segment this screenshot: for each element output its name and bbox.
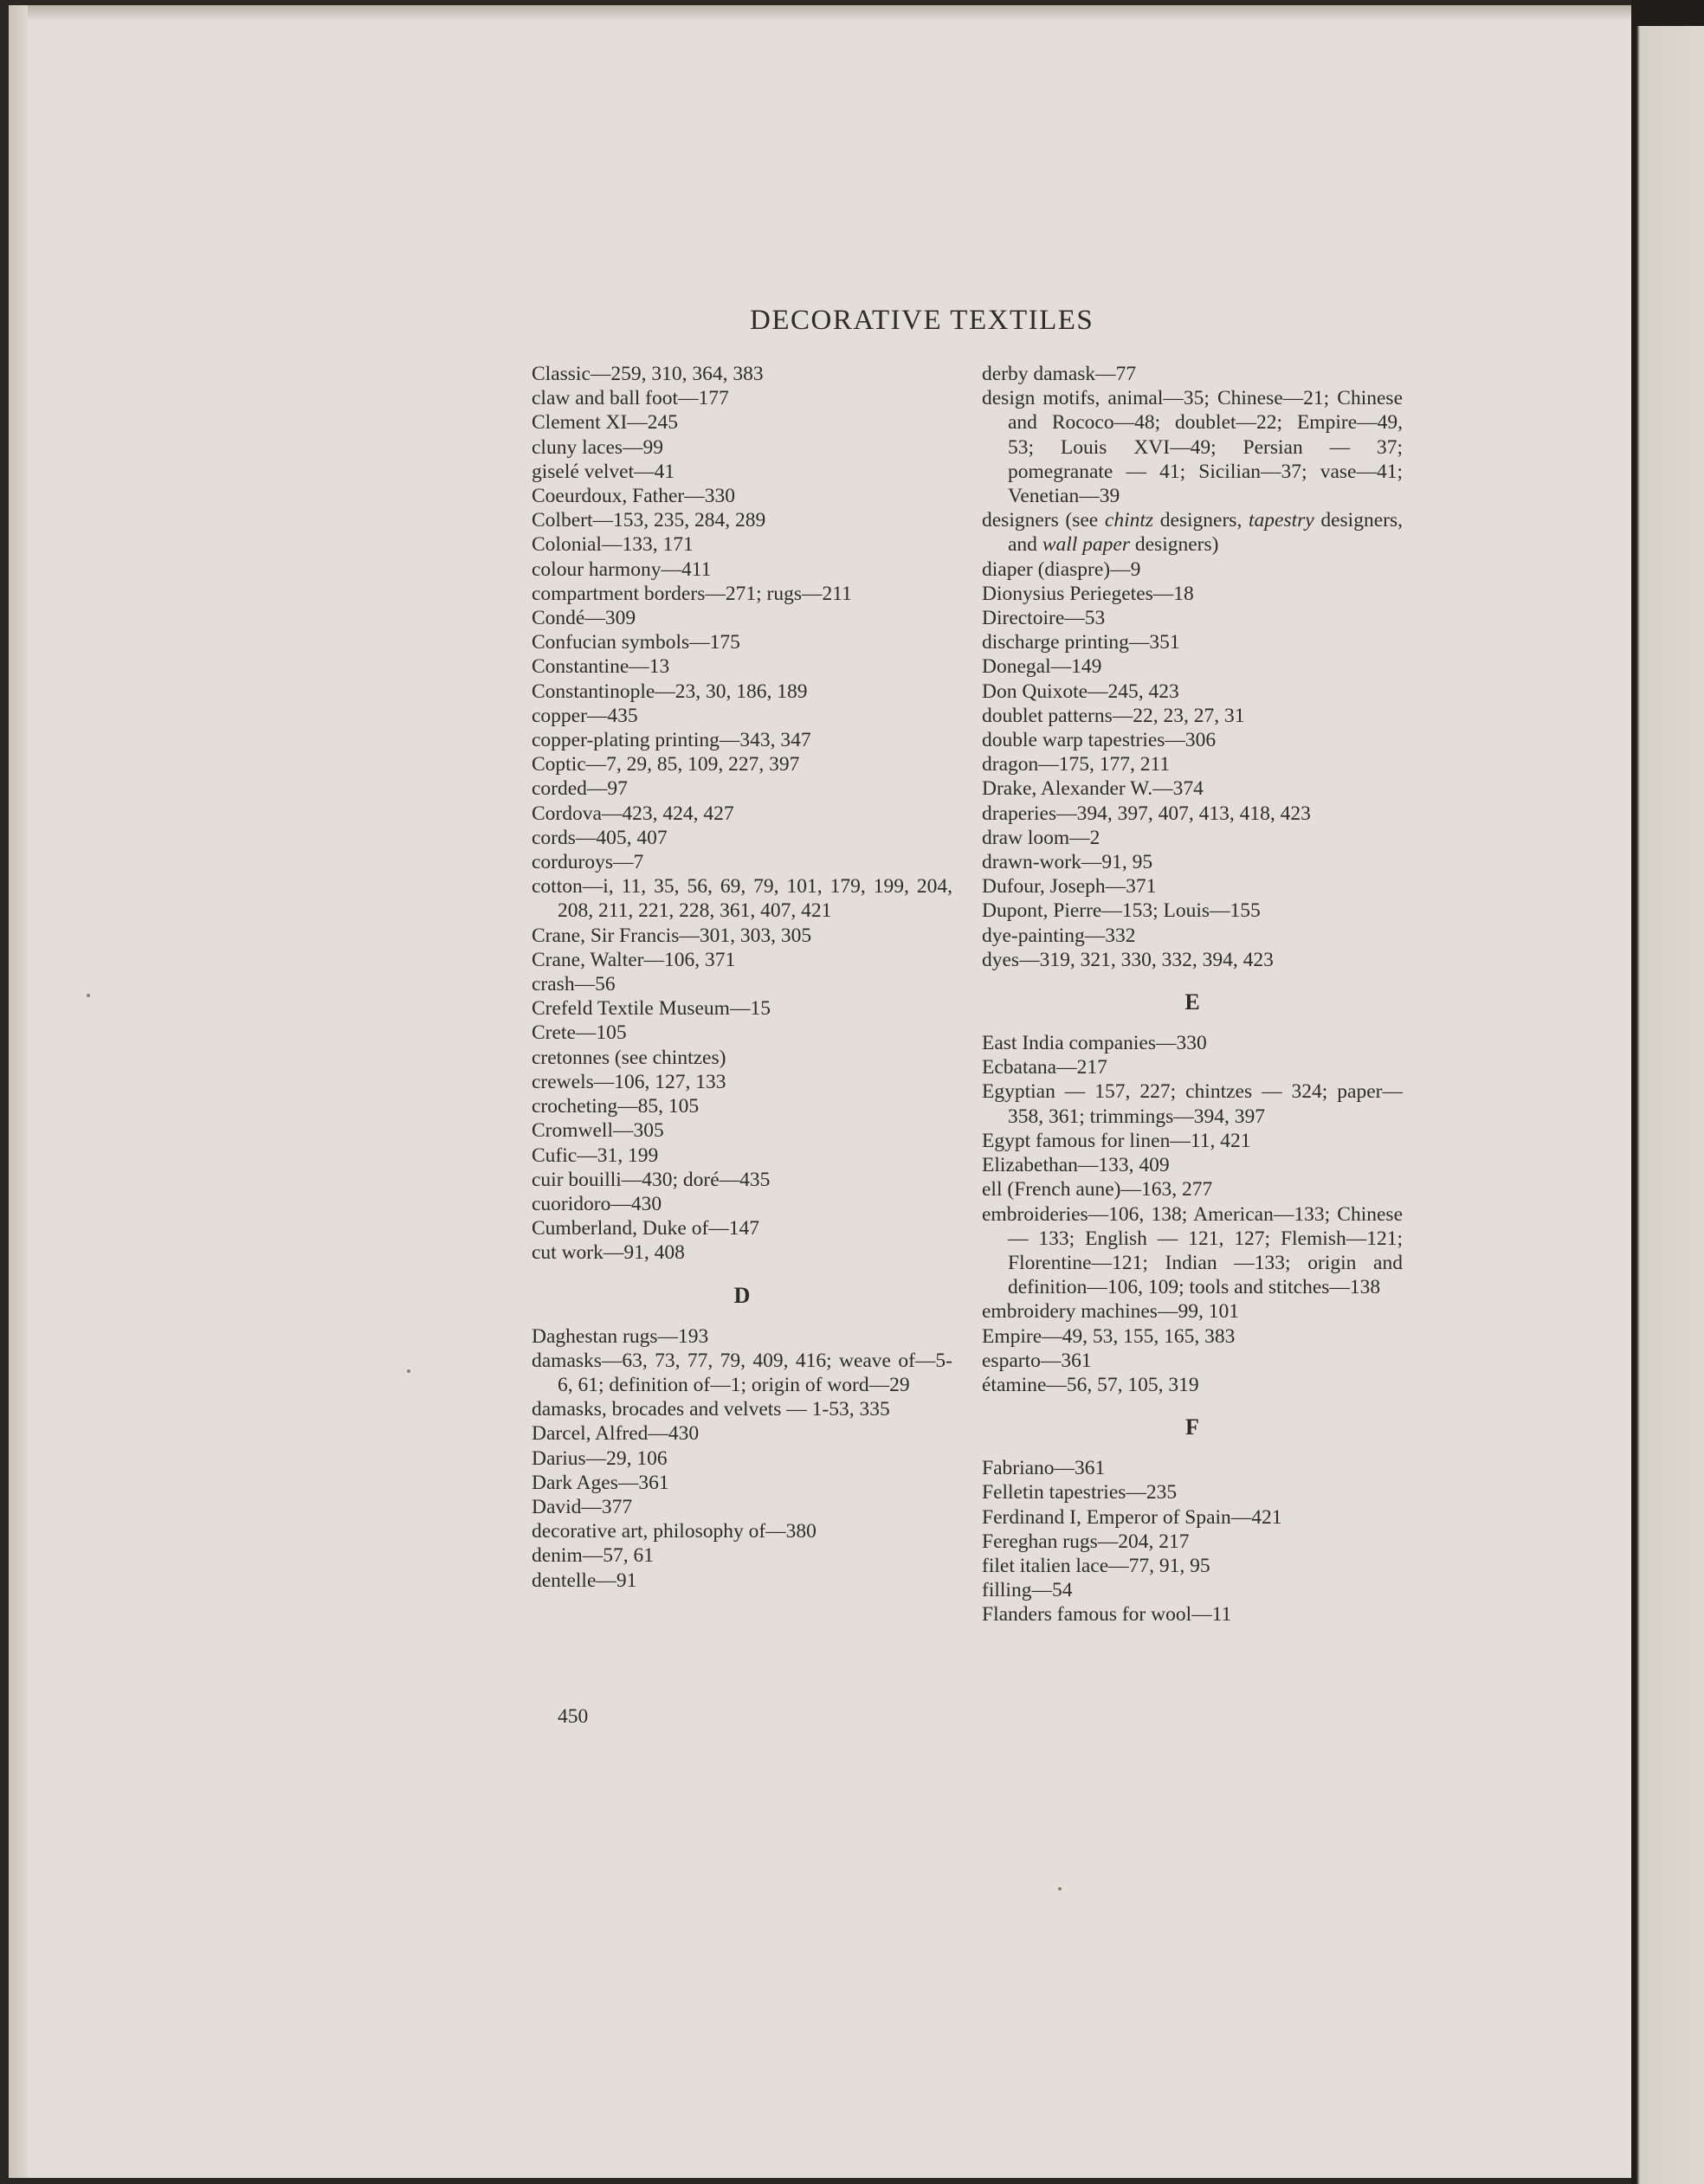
index-entry: Donegal—149	[982, 655, 1102, 679]
index-entry: Colbert—153, 235, 284, 289	[532, 509, 766, 532]
index-entry: Crane, Walter—106, 371	[532, 948, 736, 971]
index-entry: Crane, Sir Francis—301, 303, 305	[532, 924, 812, 947]
index-entry: crocheting—85, 105	[532, 1095, 700, 1118]
index-entry: Ecbatana—217	[982, 1056, 1107, 1079]
index-entry: cut work—91, 408	[532, 1241, 685, 1265]
index-entry: Flanders famous for wool—11	[982, 1603, 1232, 1627]
index-entry: derby damask—77	[982, 363, 1137, 385]
index-entry: draw loom—2	[982, 826, 1100, 849]
index-entry: Cumberland, Duke of—147	[532, 1217, 760, 1240]
index-entry: Coeurdoux, Father—330	[532, 485, 735, 508]
index-entry: Dufour, Joseph—371	[982, 875, 1157, 899]
index-entry: Dupont, Pierre—153; Louis—155	[982, 899, 1261, 923]
index-entry: drawn-work—91, 95	[982, 851, 1153, 874]
index-entry: Ferdinand I, Emperor of Spain—421	[982, 1505, 1282, 1529]
index-entry: Constantinople—23, 30, 186, 189	[532, 680, 808, 703]
index-entry: cotton—i, 11, 35, 56, 69, 79, 101, 179, 199, 204, 208, 211, 221, 228, 361, 407, 421	[532, 875, 952, 923]
index-entry: colour harmony—411	[532, 557, 712, 581]
index-entry: embroideries—106, 138; American—133; Chinese — 133; English — 121, 127; Flemish—121; Florentine—121; Indian —133; origin and definition—106, 109; tools and stitches—138	[982, 1202, 1403, 1299]
index-entry: David—377	[532, 1495, 633, 1518]
paper-speck	[1058, 1887, 1062, 1891]
index-entry: Confucian symbols—175	[532, 631, 740, 654]
index-entry: diaper (diaspre)—9	[982, 557, 1141, 581]
index-entry: design motifs, animal—35; Chinese—21; Chinese and Rococo—48; doublet—22; Empire—49, 53; Louis XVI—49; Persian — 37; pomegranate — 41; Sicilian—37; vase—41; Venetian—39	[982, 387, 1403, 508]
index-entry: Condé—309	[532, 607, 636, 630]
index-entry: Egyptian — 157, 227; chintzes — 324; paper—358, 361; trimmings—394, 397	[982, 1080, 1403, 1128]
index-entry: Darcel, Alfred—430	[532, 1422, 700, 1446]
index-entry: Cromwell—305	[532, 1119, 664, 1143]
index-entry: dye-painting—332	[982, 924, 1136, 947]
index-entry: discharge printing—351	[982, 631, 1180, 654]
index-entry: Fabriano—361	[982, 1457, 1106, 1480]
running-head: DECORATIVE TEXTILES	[750, 305, 1094, 336]
index-entry: filling—54	[982, 1579, 1073, 1602]
index-entry: Crete—105	[532, 1021, 627, 1045]
index-entry: East India companies—330	[982, 1032, 1207, 1055]
index-entry: damasks, brocades and velvets — 1-53, 335	[532, 1398, 890, 1421]
index-entry: cluny laces—99	[532, 435, 664, 459]
index-entry: Felletin tapestries—235	[982, 1481, 1178, 1504]
index-entry: denim—57, 61	[532, 1544, 654, 1568]
index-entry: cuoridoro—430	[532, 1192, 662, 1215]
paper-speck	[87, 994, 90, 997]
index-entry: Crefeld Textile Museum—15	[532, 997, 771, 1021]
index-entry: copper—435	[532, 704, 638, 727]
index-column-right	[982, 362, 1403, 1627]
index-entry: Dionysius Periegetes—18	[982, 582, 1194, 605]
index-entry: damasks—63, 73, 77, 79, 409, 416; weave of—5-6, 61; definition of—1; origin of word—29	[532, 1349, 952, 1396]
index-entry: copper-plating printing—343, 347	[532, 729, 811, 752]
index-entry: esparto—361	[982, 1349, 1092, 1372]
index-entry: doublet patterns—22, 23, 27, 31	[982, 704, 1245, 727]
index-entry: embroidery machines—99, 101	[982, 1300, 1239, 1324]
index-entry: filet italien lace—77, 91, 95	[982, 1554, 1210, 1577]
index-entry: ell (French aune)—163, 277	[982, 1178, 1213, 1202]
index-entry: Clement XI—245	[532, 411, 679, 435]
index-entry: Dark Ages—361	[532, 1471, 669, 1494]
index-entry: corduroys—7	[532, 851, 644, 874]
next-page-shadow	[1631, 0, 1704, 26]
index-entry: Daghestan rugs—193	[532, 1324, 709, 1348]
index-entry: cords—405, 407	[532, 826, 668, 849]
next-page-edge	[1631, 0, 1704, 2184]
index-entry: compartment borders—271; rugs—211	[532, 582, 852, 605]
index-entry: giselé velvet—41	[532, 460, 675, 483]
index-entry: Elizabethan—133, 409	[982, 1154, 1170, 1177]
index-entry: Coptic—7, 29, 85, 109, 227, 397	[532, 753, 800, 776]
index-entry: dyes—319, 321, 330, 332, 394, 423	[982, 948, 1274, 971]
page-gutter-edge	[9, 5, 28, 2178]
index-entry: corded—97	[532, 777, 628, 801]
page-number: 450	[558, 1705, 589, 1728]
index-entry: étamine—56, 57, 105, 319	[982, 1373, 1199, 1396]
index-entry: dentelle—91	[532, 1569, 637, 1592]
index-letter-heading: E	[1184, 989, 1200, 1015]
index-entry: decorative art, philosophy of—380	[532, 1520, 816, 1543]
index-entry: claw and ball foot—177	[532, 387, 729, 410]
index-entry: crewels—106, 127, 133	[532, 1070, 726, 1093]
index-entry: Empire—49, 53, 155, 165, 383	[982, 1324, 1236, 1348]
index-entry: Egypt famous for linen—11, 421	[982, 1129, 1251, 1152]
index-entry: Drake, Alexander W.—374	[982, 777, 1204, 801]
index-entry: Directoire—53	[982, 607, 1106, 630]
page-top-edge	[9, 5, 1631, 21]
index-entry: cuir bouilli—430; doré—435	[532, 1168, 771, 1191]
index-column-left	[532, 362, 952, 1593]
index-entry: Don Quixote—245, 423	[982, 680, 1179, 703]
index-entry: double warp tapestries—306	[982, 729, 1217, 752]
index-entry: Colonial—133, 171	[532, 533, 694, 557]
index-entry: designers (see chintz designers, tapestry designers, and wall paper designers)	[982, 509, 1403, 557]
index-entry: dragon—175, 177, 211	[982, 753, 1171, 776]
index-entry: Constantine—13	[532, 655, 670, 679]
index-entry: Darius—29, 106	[532, 1446, 668, 1470]
index-entry: crash—56	[532, 973, 616, 996]
index-entry: Cufic—31, 199	[532, 1144, 659, 1167]
index-entry: cretonnes (see chintzes)	[532, 1046, 726, 1069]
index-letter-heading: F	[1185, 1414, 1199, 1440]
paper-speck	[407, 1369, 410, 1373]
index-entry: Fereghan rugs—204, 217	[982, 1530, 1190, 1553]
index-entry: draperies—394, 397, 407, 413, 418, 423	[982, 802, 1311, 825]
index-entry: Classic—259, 310, 364, 383	[532, 363, 764, 385]
index-letter-heading: D	[733, 1282, 751, 1308]
index-entry: Cordova—423, 424, 427	[532, 802, 734, 825]
